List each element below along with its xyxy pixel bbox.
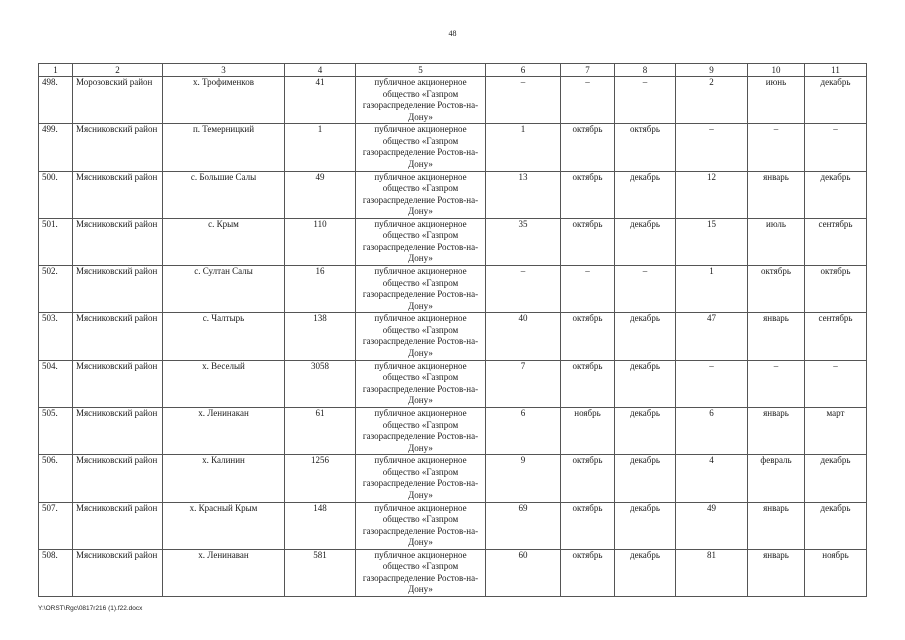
cell-district: Мясниковский район (73, 549, 163, 596)
cell-district: Мясниковский район (73, 360, 163, 407)
column-header-10: 10 (748, 64, 805, 77)
cell-month-7: октябрь (561, 455, 615, 502)
cell-month-7: – (561, 266, 615, 313)
cell-month-10: октябрь (748, 266, 805, 313)
cell-district: Мясниковский район (73, 455, 163, 502)
cell-row-number: 504. (39, 360, 73, 407)
cell-settlement: с. Большие Салы (163, 171, 285, 218)
cell-month-10: – (748, 360, 805, 407)
cell-month-7: октябрь (561, 124, 615, 171)
cell-count: 148 (285, 502, 356, 549)
cell-row-number: 506. (39, 455, 73, 502)
table-row (39, 77, 867, 124)
cell-value-6: – (486, 77, 561, 124)
cell-value-9: 2 (676, 77, 748, 124)
cell-month-8: декабрь (615, 502, 676, 549)
cell-district: Мясниковский район (73, 218, 163, 265)
cell-value-9: – (676, 360, 748, 407)
cell-month-10: январь (748, 408, 805, 455)
column-header-11: 11 (805, 64, 867, 77)
cell-month-11: – (805, 124, 867, 171)
column-header-2: 2 (73, 64, 163, 77)
column-header-9: 9 (676, 64, 748, 77)
cell-month-10: февраль (748, 455, 805, 502)
column-header-8: 8 (615, 64, 676, 77)
cell-month-7: – (561, 77, 615, 124)
cell-value-9: 6 (676, 408, 748, 455)
cell-value-6: 13 (486, 171, 561, 218)
cell-settlement: х. Ленинаван (163, 549, 285, 596)
table-row (39, 171, 867, 218)
cell-count: 1 (285, 124, 356, 171)
cell-row-number: 508. (39, 549, 73, 596)
cell-organization: публичное акционерное общество «Газпром газораспределение Ростов-на-Дону» (356, 77, 486, 124)
cell-count: 138 (285, 313, 356, 360)
cell-month-7: октябрь (561, 360, 615, 407)
cell-month-11: декабрь (805, 455, 867, 502)
cell-month-11: декабрь (805, 77, 867, 124)
cell-settlement: п. Темерницкий (163, 124, 285, 171)
cell-month-11: октябрь (805, 266, 867, 313)
table-row (39, 313, 867, 360)
column-header-7: 7 (561, 64, 615, 77)
cell-month-10: июнь (748, 77, 805, 124)
column-header-5: 5 (356, 64, 486, 77)
cell-month-8: декабрь (615, 408, 676, 455)
cell-organization: публичное акционерное общество «Газпром газораспределение Ростов-на-Дону» (356, 313, 486, 360)
cell-district: Мясниковский район (73, 502, 163, 549)
cell-row-number: 505. (39, 408, 73, 455)
cell-row-number: 498. (39, 77, 73, 124)
cell-value-6: 60 (486, 549, 561, 596)
cell-settlement: х. Веселый (163, 360, 285, 407)
cell-value-9: 49 (676, 502, 748, 549)
column-header-6: 6 (486, 64, 561, 77)
cell-value-6: 35 (486, 218, 561, 265)
cell-month-8: декабрь (615, 455, 676, 502)
cell-month-7: ноябрь (561, 408, 615, 455)
cell-value-9: 81 (676, 549, 748, 596)
cell-organization: публичное акционерное общество «Газпром газораспределение Ростов-на-Дону» (356, 502, 486, 549)
cell-month-8: декабрь (615, 313, 676, 360)
cell-settlement: х. Трофименков (163, 77, 285, 124)
cell-organization: публичное акционерное общество «Газпром газораспределение Ростов-на-Дону» (356, 171, 486, 218)
page-number: 48 (448, 29, 457, 38)
cell-row-number: 502. (39, 266, 73, 313)
cell-district: Мясниковский район (73, 313, 163, 360)
cell-month-8: декабрь (615, 218, 676, 265)
table-row (39, 218, 867, 265)
cell-month-7: октябрь (561, 549, 615, 596)
cell-month-7: октябрь (561, 171, 615, 218)
cell-month-11: – (805, 360, 867, 407)
column-header-1: 1 (39, 64, 73, 77)
cell-count: 1256 (285, 455, 356, 502)
cell-month-8: – (615, 266, 676, 313)
cell-month-10: январь (748, 313, 805, 360)
cell-value-9: 1 (676, 266, 748, 313)
cell-value-6: 9 (486, 455, 561, 502)
cell-month-10: январь (748, 171, 805, 218)
cell-row-number: 500. (39, 171, 73, 218)
cell-value-6: 40 (486, 313, 561, 360)
cell-month-11: ноябрь (805, 549, 867, 596)
cell-count: 49 (285, 171, 356, 218)
cell-month-11: декабрь (805, 171, 867, 218)
cell-value-6: 6 (486, 408, 561, 455)
cell-district: Морозовский район (73, 77, 163, 124)
cell-count: 581 (285, 549, 356, 596)
cell-month-10: июль (748, 218, 805, 265)
cell-organization: публичное акционерное общество «Газпром газораспределение Ростов-на-Дону» (356, 408, 486, 455)
footer-file-path: Y:\ORST\Rgc\0817r216 (1).f22.docx (38, 605, 143, 612)
cell-district: Мясниковский район (73, 124, 163, 171)
cell-row-number: 499. (39, 124, 73, 171)
cell-organization: публичное акционерное общество «Газпром газораспределение Ростов-на-Дону» (356, 266, 486, 313)
column-header-4: 4 (285, 64, 356, 77)
cell-value-9: 12 (676, 171, 748, 218)
cell-settlement: с. Султан Салы (163, 266, 285, 313)
cell-settlement: х. Ленинакан (163, 408, 285, 455)
cell-value-6: 69 (486, 502, 561, 549)
cell-month-10: январь (748, 502, 805, 549)
cell-month-11: сентябрь (805, 313, 867, 360)
table-row (39, 266, 867, 313)
cell-count: 41 (285, 77, 356, 124)
cell-settlement: х. Калинин (163, 455, 285, 502)
cell-month-8: декабрь (615, 360, 676, 407)
cell-value-9: 47 (676, 313, 748, 360)
cell-month-8: декабрь (615, 171, 676, 218)
cell-count: 110 (285, 218, 356, 265)
cell-value-9: 4 (676, 455, 748, 502)
cell-district: Мясниковский район (73, 408, 163, 455)
cell-value-6: – (486, 266, 561, 313)
cell-district: Мясниковский район (73, 171, 163, 218)
cell-row-number: 507. (39, 502, 73, 549)
cell-value-9: 15 (676, 218, 748, 265)
cell-organization: публичное акционерное общество «Газпром газораспределение Ростов-на-Дону» (356, 360, 486, 407)
cell-count: 61 (285, 408, 356, 455)
table-row (39, 360, 867, 407)
table-row (39, 549, 867, 596)
cell-month-7: октябрь (561, 313, 615, 360)
cell-row-number: 501. (39, 218, 73, 265)
column-header-3: 3 (163, 64, 285, 77)
cell-district: Мясниковский район (73, 266, 163, 313)
cell-row-number: 503. (39, 313, 73, 360)
cell-count: 16 (285, 266, 356, 313)
cell-month-8: декабрь (615, 549, 676, 596)
cell-value-6: 7 (486, 360, 561, 407)
table-row (39, 502, 867, 549)
cell-settlement: с. Крым (163, 218, 285, 265)
cell-count: 3058 (285, 360, 356, 407)
cell-month-10: – (748, 124, 805, 171)
table-row (39, 455, 867, 502)
cell-settlement: х. Красный Крым (163, 502, 285, 549)
table-row (39, 124, 867, 171)
cell-organization: публичное акционерное общество «Газпром газораспределение Ростов-на-Дону» (356, 218, 486, 265)
cell-month-7: октябрь (561, 218, 615, 265)
cell-month-8: октябрь (615, 124, 676, 171)
cell-month-7: октябрь (561, 502, 615, 549)
table-body (39, 77, 867, 597)
cell-month-8: – (615, 77, 676, 124)
cell-month-11: март (805, 408, 867, 455)
cell-month-10: январь (748, 549, 805, 596)
cell-month-11: декабрь (805, 502, 867, 549)
cell-month-11: сентябрь (805, 218, 867, 265)
cell-organization: публичное акционерное общество «Газпром газораспределение Ростов-на-Дону» (356, 124, 486, 171)
cell-value-6: 1 (486, 124, 561, 171)
cell-value-9: – (676, 124, 748, 171)
cell-organization: публичное акционерное общество «Газпром газораспределение Ростов-на-Дону» (356, 455, 486, 502)
data-table (38, 63, 867, 597)
cell-settlement: с. Чалтырь (163, 313, 285, 360)
table-row (39, 408, 867, 455)
cell-organization: публичное акционерное общество «Газпром газораспределение Ростов-на-Дону» (356, 549, 486, 596)
header-row (39, 64, 867, 77)
